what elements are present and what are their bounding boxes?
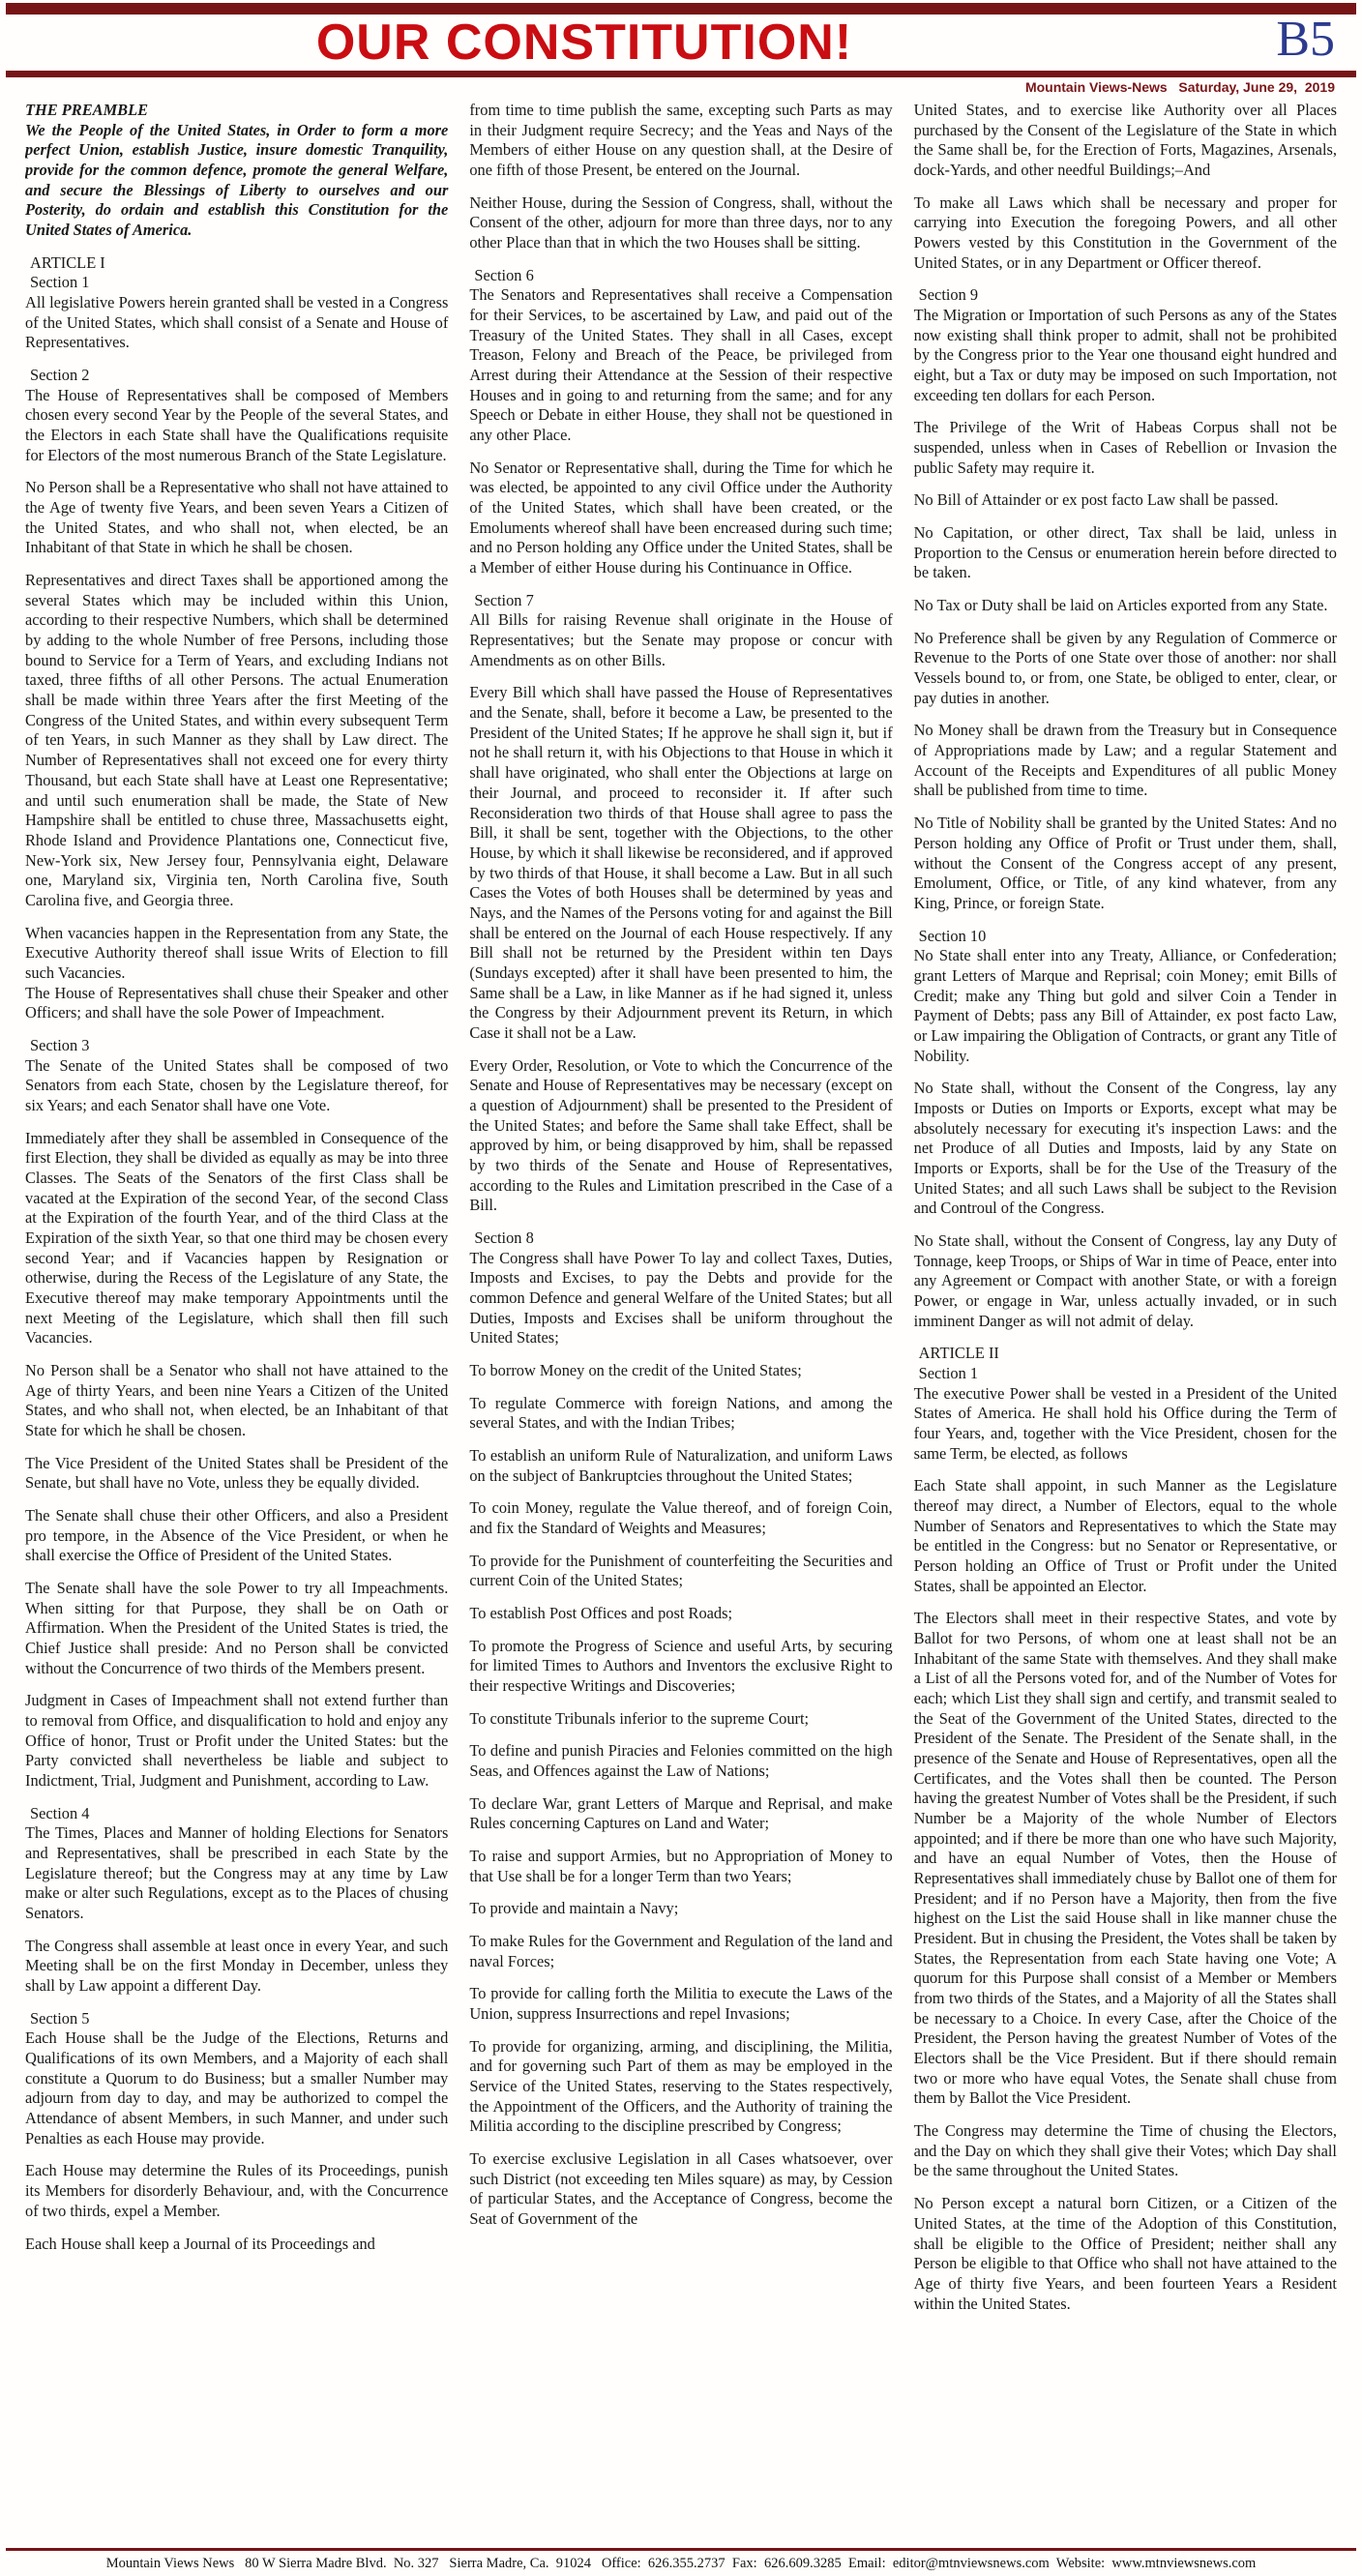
- body-paragraph: To provide for organizing, arming, and disciplining, the Militia, and for governing such Part of them as may be employed in the Service of the United States, reserving to the States respectively, the Appointment of the Officers, and the Authority of training the Militia according to the discipline prescribed by Congress;: [469, 2036, 893, 2136]
- body-paragraph: When vacancies happen in the Representation from any State, the Executive Authority thereof shall issue Writs of Election to fill such Vacancies.: [25, 923, 449, 982]
- section-heading: ARTICLE I: [30, 252, 105, 272]
- body-paragraph: No Tax or Duty shall be laid on Articles exported from any State.: [913, 596, 1328, 615]
- body-paragraph: The Senate shall have the sole Power to try all Impeachments. When sitting for that Purpose, they shall be on Oath or Affirmation. When the President of the United States is tried, the Chief Justice shall preside: And no Person shall be convicted without the Concurrence of two thirds of the Members present.: [25, 1579, 449, 1677]
- body-paragraph: The Congress shall assemble at least once in every Year, and such Meeting shall be on the first Monday in December, unless they shall by Law appoint a different Day.: [25, 1936, 449, 1996]
- body-paragraph: No Person shall be a Senator who shall not have attained to the Age of thirty Years, and been nine Years a Citizen of the United States, and who shall not, when elected, be an Inhabitant of that State for which he shall be chosen.: [25, 1360, 449, 1439]
- section-heading: Section 2: [30, 366, 90, 385]
- body-paragraph: No Bill of Attainder or ex post facto Law shall be passed.: [913, 490, 1279, 510]
- body-paragraph: To declare War, grant Letters of Marque and Reprisal, and make Rules concerning Captures on Land and Water;: [469, 1793, 893, 1833]
- body-paragraph: To exercise exclusive Legislation in all Cases whatsoever, over such District (not exceeding ten Miles square) as may, by Cession of particular States, and the Acceptance of Congress, become the Seat of Government of the: [469, 2149, 893, 2229]
- header-rule-top: [6, 3, 1356, 15]
- body-paragraph: No Title of Nobility shall be granted by the United States: And no Person holding any Office of Profit or Trust under them, shall, without the Consent of the Congress accept of any present, Emolument, Office, or Title, of any kind whatever, from any King, Prince, or foreign State.: [913, 814, 1337, 912]
- body-paragraph: To establish Post Offices and post Roads;: [469, 1604, 733, 1623]
- section-heading: Section 8: [474, 1228, 534, 1247]
- body-paragraph: The Privilege of the Writ of Habeas Corpus shall not be suspended, unless when in Cases of Rebellion or Invasion the public Safety may require it.: [913, 418, 1337, 477]
- body-paragraph: To coin Money, regulate the Value thereof, and of foreign Coin, and fix the Standard of Weights and Measures;: [469, 1498, 893, 1537]
- body-paragraph: Each House shall keep a Journal of its Proceedings and: [25, 2234, 375, 2253]
- section-heading: Section 6: [474, 265, 534, 284]
- preamble-paragraph: We the People of the United States, in Order to form a more perfect Union, establish Justice, insure domestic Tranquility, provide for the common defence, promote the general Welfare, and secure the Blessings of Liberty to ourselves and our Posterity, do ordain and establish this Constitution for the United States of America.: [25, 120, 449, 240]
- body-paragraph: To provide for calling forth the Militia to execute the Laws of the Union, suppress Insurrections and repel Invasions;: [469, 1984, 893, 2024]
- preamble-heading: THE PREAMBLE: [25, 101, 149, 119]
- body-paragraph: Every Order, Resolution, or Vote to which the Concurrence of the Senate and House of Representatives may be necessary (except on a question of Adjournment) shall be presented to the President of the United States; and before the Same shall take Effect, shall be approved by him, or being disapproved by him, shall be repassed by two thirds of the Senate and House of Representatives, according to the Rules and Limitation prescribed in the Case of a Bill.: [469, 1055, 893, 1215]
- section-heading: Section 3: [30, 1035, 90, 1054]
- body-paragraph: To regulate Commerce with foreign Nations, and among the several States, and with the Indian Tribes;: [469, 1393, 893, 1433]
- body-paragraph: The Senate shall chuse their other Officers, and also a President pro tempore, in the Absence of the Vice President, or when he shall exercise the Office of President of the United States.: [25, 1506, 449, 1565]
- text-column-3: [914, 101, 1337, 2519]
- body-paragraph: No Capitation, or other direct, Tax shall be laid, unless in Proportion to the Census or enumeration herein before directed to be taken.: [913, 523, 1337, 582]
- footer: Mountain Views News 80 W Sierra Madre Blvd. No. 327 Sierra Madre, Ca. 91024 Office: 626.355.2737 Fax: 626.609.3285 Email: editor@mtnviewsnews.com Website: www.mtnviewsnews.com: [6, 2548, 1356, 2572]
- body-paragraph: To make all Laws which shall be necessary and proper for carrying into Execution the foregoing Powers, and all other Powers vested by this Constitution in the Government of the United States, or in any Department or Officer thereof.: [913, 192, 1337, 272]
- text-column-2: [469, 101, 892, 2519]
- body-paragraph: To raise and support Armies, but no Appropriation of Money to that Use shall be for a longer Term than two Years;: [469, 1847, 893, 1885]
- body-paragraph: Every Bill which shall have passed the House of Representatives and the Senate, shall, before it become a Law, be presented to the President of the United States; If he approve he shall sign it, but if not he shall return it, with his Objections to that House in which it shall have originated, who shall enter the Objections at large on their Journal, and proceed to reconsider it. If after such Reconsideration two thirds of that House shall agree to pass the Bill, it shall be sent, together with the Objections, to the other House, by which it shall likewise be reconsidered, and if approved by two thirds of that House, it shall become a Law. But in all such Cases the Votes of both Houses shall be determined by yeas and Nays, and the Names of the Persons voting for and against the Bill shall be entered on the Journal of each House respectively. If any Bill shall not be returned by the President within ten Days (Sundays excepted) after it shall have been presented to him, the Same shall be a Law, in like Manner as if he had signed it, unless the Congress by their Adjournment prevent its Return, in which Case it shall not be a Law.: [469, 683, 893, 1042]
- body-paragraph: The House of Representatives shall be composed of Members chosen every second Year by the People of the several States, and the Electors in each State shall have the Qualifications requisite for Electors of the most numerous Branch of the State Legislature.: [25, 385, 449, 464]
- body-paragraph: To make Rules for the Government and Regulation of the land and naval Forces;: [469, 1932, 893, 1970]
- body-paragraph: Neither House, during the Session of Congress, shall, without the Consent of the other, adjourn for more than three days, nor to any other Place than that in which the two Houses shall be sitting.: [469, 192, 893, 252]
- body-paragraph: The Migration or Importation of such Persons as any of the States now existing shall think proper to admit, shall not be prohibited by the Congress prior to the Year one thousand eight hundred and eight, but a Tax or duty may be imposed on such Importation, not exceeding ten dollars for each Person.: [913, 306, 1337, 404]
- body-paragraph: No Person except a natural born Citizen, or a Citizen of the United States, at the time of the Adoption of this Constitution, shall be eligible to the Office of President; neither shall any Person be eligible to that Office who shall not have attained to the Age of thirty five Years, and been fourteen Years a Resident within the United States.: [913, 2194, 1337, 2313]
- body-paragraph: Each House shall be the Judge of the Elections, Returns and Qualifications of its own Members, and a Majority of each shall constitute a Quorum to do Business; but a smaller Number may adjourn from day to day, and may be authorized to compel the Attendance of absent Members, in such Manner, and under such Penalties as each House may provide.: [25, 2028, 449, 2147]
- article-body: [25, 101, 1337, 2519]
- body-paragraph: No Money shall be drawn from the Treasury but in Consequence of Appropriations made by Law; and a regular Statement and Account of the Receipts and Expenditures of all public Money shall be published from time to time.: [913, 721, 1337, 800]
- body-paragraph: No State shall, without the Consent of Congress, lay any Duty of Tonnage, keep Troops, or Ships of War in time of Peace, enter into any Agreement or Compact with another State, or with a foreign Power, or engage in War, unless actually invaded, or in such imminent Danger as will not admit of delay.: [913, 1230, 1337, 1330]
- body-paragraph: Each House may determine the Rules of its Proceedings, punish its Members for disorderly Behaviour, and, with the Concurrence of two thirds, expel a Member.: [25, 2161, 449, 2220]
- section-heading: Section 7: [474, 590, 534, 609]
- body-paragraph: from time to time publish the same, excepting such Parts as may in their Judgment require Secrecy; and the Yeas and Nays of the Members of either House on any question shall, at the Desire of one fifth of those Present, be entered on the Journal.: [469, 101, 893, 180]
- section-heading: Section 5: [30, 2008, 90, 2028]
- body-paragraph: To promote the Progress of Science and useful Arts, by securing for limited Times to Authors and Inventors the exclusive Right to their respective Writings and Discoveries;: [469, 1636, 893, 1696]
- section-heading: Section 1: [918, 1363, 979, 1382]
- body-paragraph: United States, and to exercise like Authority over all Places purchased by the Consent of the Legislature of the State in which the Same shall be, for the Erection of Forts, Magazines, Arsenals, dock-Yards, and other needful Buildings;–And: [913, 101, 1337, 180]
- body-paragraph: The Senators and Representatives shall receive a Compensation for their Services, to be ascertained by Law, and paid out of the Treasury of the United States. They shall in all Cases, except Treason, Felony and Breach of the Peace, be privileged from Arrest during their Attendance at the Session of their respective Houses and in going to and returning from the same; and for any Speech or Debate in either House, they shall not be questioned in any other Place.: [469, 285, 893, 445]
- body-paragraph: No Preference shall be given by any Regulation of Commerce or Revenue to the Ports of one State over those of another: nor shall Vessels bound to, or from, one State, be obliged to enter, clear, or pay duties in another.: [913, 628, 1337, 707]
- body-paragraph: Representatives and direct Taxes shall be apportioned among the several States which may be included within this Union, according to their respective Numbers, which shall be determined by adding to the whole Number of free Persons, including those bound to Service for a Term of Years, and excluding Indians not taxed, three fifths of all other Persons. The actual Enumeration shall be made within three Years after the first Meeting of the Congress of the United States, and within every subsequent Term of ten Years, in such Manner as they shall by Law direct. The Number of Representatives shall not exceed one for every thirty Thousand, but each State shall have at Least one Representative; and until such enumeration shall be made, the State of New Hampshire shall be entitled to chuse three, Massachusetts eight, Rhode Island and Providence Plantations one, Connecticut five, New-York six, New Jersey four, Pennsylvania eight, Delaware one, Maryland six, Virginia ten, North Carolina five, South Carolina five, and Georgia three.: [25, 571, 449, 909]
- section-heading: Section 4: [30, 1803, 90, 1822]
- body-paragraph: All Bills for raising Revenue shall originate in the House of Representatives; but the Senate may propose or concur with Amendments as on other Bills.: [469, 610, 893, 669]
- body-paragraph: No Senator or Representative shall, during the Time for which he was elected, be appointed to any civil Office under the Authority of the United States, which shall have been created, or the Emoluments whereof shall have been encreased during such time; and no Person holding any Office under the United States, shall be a Member of either House during his Continuance in Office.: [469, 458, 893, 577]
- body-paragraph: To provide for the Punishment of counterfeiting the Securities and current Coin of the United States;: [469, 1551, 893, 1590]
- body-paragraph: To define and punish Piracies and Felonies committed on the high Seas, and Offences against the Law of Nations;: [469, 1741, 893, 1781]
- dateline: Mountain Views-News Saturday, June 29, 2019: [1024, 79, 1335, 95]
- body-paragraph: The Vice President of the United States shall be President of the Senate, but shall have no Vote, unless they be equally divided.: [25, 1453, 449, 1493]
- section-heading: ARTICLE II: [918, 1344, 999, 1363]
- masthead: [0, 12, 1362, 71]
- section-heading: Section 9: [918, 285, 979, 305]
- body-paragraph: No State shall, without the Consent of the Congress, lay any Imposts or Duties on Imports or Exports, except what may be absolutely necessary for executing it's inspection Laws: and the net Produce of all Duties and Imposts, laid by any State on Imports or Exports, shall be for the Use of the Treasury of the United States; and all such Laws shall be subject to the Revision and Controul of the Congress.: [913, 1079, 1337, 1218]
- body-paragraph: To constitute Tribunals inferior to the supreme Court;: [469, 1708, 810, 1728]
- body-paragraph: The Congress may determine the Time of chusing the Electors, and the Day on which they shall give their Votes; which Day shall be the same throughout the United States.: [913, 2121, 1337, 2180]
- page-number: B5: [1276, 12, 1335, 67]
- section-heading: Section 1: [30, 273, 90, 292]
- text-column-1: [25, 101, 448, 2519]
- body-paragraph: Immediately after they shall be assembled in Consequence of the first Election, they shall be divided as equally as may be into three Classes. The Seats of the Senators of the first Class shall be vacated at the Expiration of the second Year, of the second Class at the Expiration of the fourth Year, and of the third Class at the Expiration of the sixth Year, so that one third may be chosen every second Year; and if Vacancies happen by Resignation or otherwise, during the Recess of the Legislature of any State, the Executive thereof may make temporary Appointments until the next Meeting of the Legislature, which shall then fill such Vacancies.: [25, 1128, 449, 1347]
- section-heading: Section 10: [918, 926, 987, 945]
- body-paragraph: The executive Power shall be vested in a President of the United States of America. He shall hold his Office during the Term of four Years, and, together with the Vice President, chosen for the same Term, be elected, as follows: [913, 1383, 1337, 1463]
- body-paragraph: To establish an uniform Rule of Naturalization, and uniform Laws on the subject of Bankruptcies throughout the United States;: [469, 1445, 893, 1485]
- body-paragraph: The Congress shall have Power To lay and collect Taxes, Duties, Imposts and Excises, to pay the Debts and provide for the common Defence and general Welfare of the United States; but all Duties, Imposts and Excises shall be uniform throughout the United States;: [469, 1248, 893, 1347]
- body-paragraph: The Electors shall meet in their respective States, and vote by Ballot for two Persons, of whom one at least shall not be an Inhabitant of the same State with themselves. And they shall make a List of all the Persons voted for, and of the Number of Votes for each; which List they shall sign and certify, and transmit sealed to the Seat of the Government of the United States, directed to the President of the Senate. The President of the Senate shall, in the presence of the Senate and House of Representatives, open all the Certificates, and the Votes shall then be counted. The Person having the greatest Number of Votes shall be the President, if such Number be a Majority of the whole Number of Electors appointed; and if there be more than one who have such Majority, and have an equal Number of Votes, then the House of Representatives shall immediately chuse by Ballot one of them for President; and if no Person have a Majority, then from the five highest on the List the said House shall in like manner chuse the President. But in chusing the President, the Votes shall be taken by States, the Representation from each State having one Vote; A quorum for this Purpose shall consist of a Member or Members from two thirds of the States, and a Majority of all the States shall be necessary to a Choice. In every Case, after the Choice of the President, the Person having the greatest Number of Votes of the Electors shall be the Vice President. But if there should remain two or more who have equal Votes, the Senate shall chuse from them by Ballot the Vice President.: [913, 1609, 1337, 2108]
- body-paragraph: No Person shall be a Representative who shall not have attained to the Age of twenty five Years, and been seven Years a Citizen of the United States, and who shall not, when elected, be an Inhabitant of that State in which he shall be chosen.: [25, 478, 449, 557]
- masthead-title: OUR CONSTITUTION!: [315, 15, 853, 71]
- body-paragraph: Judgment in Cases of Impeachment shall not extend further than to removal from Office, and disqualification to hold and enjoy any Office of honor, Trust or Profit under the United States: but the Party convicted shall nevertheless be liable and subject to Indictment, Trial, Judgment and Punishment, according to Law.: [25, 1691, 449, 1791]
- body-paragraph: To provide and maintain a Navy;: [469, 1899, 679, 1918]
- body-paragraph: All legislative Powers herein granted shall be vested in a Congress of the United States, which shall consist of a Senate and House of Representatives.: [25, 293, 449, 352]
- header-rule-bottom: [6, 71, 1356, 77]
- body-paragraph: The House of Representatives shall chuse their Speaker and other Officers; and shall have the sole Power of Impeachment.: [25, 983, 449, 1022]
- body-paragraph: No State shall enter into any Treaty, Alliance, or Confederation; grant Letters of Marque and Reprisal; coin Money; emit Bills of Credit; make any Thing but gold and silver Coin a Tender in Payment of Debts; pass any Bill of Attainder, ex post facto Law, or Law impairing the Obligation of Contracts, or grant any Title of Nobility.: [913, 946, 1337, 1065]
- body-paragraph: To borrow Money on the credit of the United States;: [469, 1360, 802, 1379]
- body-paragraph: The Times, Places and Manner of holding Elections for Senators and Representatives, shall be prescribed in each State by the Legislature thereof; but the Congress may at any time by Law make or alter such Regulations, except as to the Places of chusing Senators.: [25, 1823, 449, 1923]
- body-paragraph: The Senate of the United States shall be composed of two Senators from each State, chosen by the Legislature thereof, for six Years; and each Senator shall have one Vote.: [25, 1055, 449, 1114]
- body-paragraph: Each State shall appoint, in such Manner as the Legislature thereof may direct, a Number of Electors, equal to the whole Number of Senators and Representatives to which the State may be entitled in the Congress: but no Senator or Representative, or Person holding an Office of Trust or Profit under the United States, shall be appointed an Elector.: [913, 1476, 1337, 1595]
